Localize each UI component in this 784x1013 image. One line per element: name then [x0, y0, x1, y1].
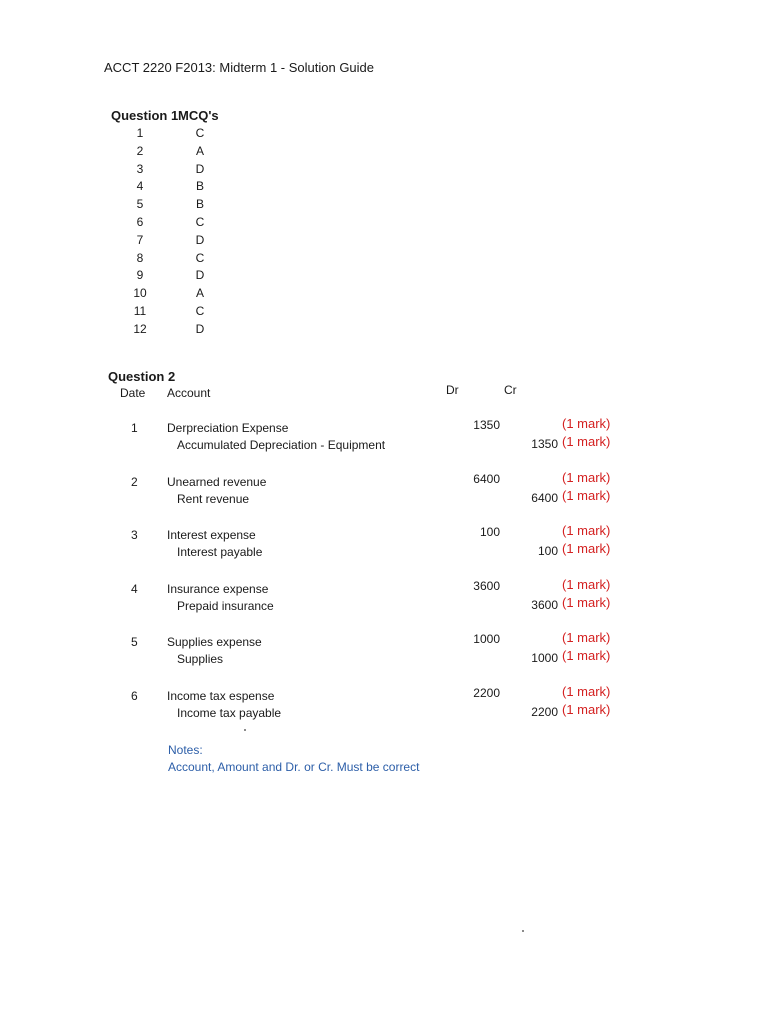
- entry-date: 1: [131, 421, 138, 435]
- debit-account: Interest expense: [167, 528, 256, 543]
- credit-mark: (1 mark): [562, 487, 611, 503]
- scan-speck: [522, 930, 524, 932]
- credit-account: Accumulated Depreciation - Equipment: [177, 438, 386, 452]
- credit-mark: (1 mark): [562, 434, 611, 449]
- header-account: Account: [167, 386, 211, 400]
- credit-amount: 1350: [531, 437, 558, 451]
- mcq-number: 11: [133, 304, 147, 318]
- mcq-number: 5: [136, 197, 144, 212]
- debit-account: Unearned revenue: [167, 474, 267, 489]
- mcq-answer: D: [195, 321, 205, 336]
- debit-mark: (1 mark): [562, 469, 611, 485]
- entry-date: 6: [131, 689, 138, 703]
- mcq-answer: D: [195, 232, 205, 247]
- credit-mark: (1 mark): [562, 541, 611, 557]
- debit-mark: (1 mark): [562, 416, 611, 431]
- mcq-number: 8: [136, 250, 144, 265]
- mcq-number: 9: [136, 268, 144, 283]
- mcq-answer: C: [195, 250, 205, 265]
- credit-amount: 100: [537, 544, 558, 559]
- header-cr: Cr: [504, 383, 517, 397]
- mcq-number: 1: [136, 126, 144, 140]
- mcq-number: 10: [133, 286, 147, 301]
- mcq-answer: C: [195, 215, 205, 229]
- header-date: Date: [120, 386, 146, 400]
- mcq-number: 12: [133, 321, 147, 336]
- scan-speck: [244, 729, 246, 731]
- mcq-number: 2: [136, 143, 144, 158]
- credit-account: Interest payable: [177, 545, 263, 560]
- debit-amount: 3600: [473, 578, 500, 593]
- mcq-answer: A: [195, 143, 204, 158]
- credit-amount: 2200: [531, 705, 558, 719]
- credit-amount: 1000: [531, 651, 558, 666]
- document-title: ACCT 2220 F2013: Midterm 1 - Solution Guide: [104, 60, 375, 75]
- entry-date: 2: [131, 474, 138, 489]
- mcq-answer: B: [195, 197, 204, 212]
- mcq-answer: D: [195, 161, 205, 176]
- debit-account: Supplies expense: [167, 635, 262, 650]
- debit-amount: 1000: [473, 632, 500, 647]
- mcq-answer: C: [195, 304, 205, 318]
- debit-mark: (1 mark): [562, 576, 611, 592]
- mcq-number: 7: [136, 232, 144, 247]
- question1-label: Question 1: [111, 108, 179, 123]
- credit-amount: 3600: [531, 597, 558, 612]
- question2-label: Question 2: [108, 369, 176, 384]
- credit-amount: 6400: [531, 490, 558, 505]
- debit-account: Income tax espense: [167, 689, 275, 703]
- question1-heading: MCQ's: [178, 108, 219, 123]
- mcq-number: 6: [136, 215, 144, 229]
- mcq-number: 4: [136, 179, 144, 194]
- debit-amount: 2200: [473, 686, 500, 700]
- notes-text: Account, Amount and Dr. or Cr. Must be correct: [168, 760, 420, 774]
- mcq-answer: B: [195, 179, 204, 194]
- credit-mark: (1 mark): [562, 702, 611, 717]
- debit-account: Derpreciation Expense: [167, 421, 289, 435]
- entry-date: 5: [131, 635, 138, 650]
- credit-mark: (1 mark): [562, 594, 611, 610]
- debit-mark: (1 mark): [562, 523, 611, 539]
- credit-account: Income tax payable: [177, 706, 282, 720]
- mcq-answer: C: [195, 126, 205, 140]
- entry-date: 3: [131, 528, 138, 543]
- debit-mark: (1 mark): [562, 630, 611, 646]
- credit-mark: (1 mark): [562, 648, 611, 664]
- debit-mark: (1 mark): [562, 684, 611, 699]
- header-dr: Dr: [446, 383, 459, 397]
- debit-account: Insurance expense: [167, 581, 269, 596]
- entry-date: 4: [131, 581, 138, 596]
- mcq-answer: A: [195, 286, 204, 301]
- debit-amount: 100: [479, 525, 500, 540]
- debit-amount: 6400: [473, 471, 500, 486]
- mcq-number: 3: [136, 161, 144, 176]
- credit-account: Rent revenue: [177, 491, 250, 506]
- notes-label: Notes:: [168, 743, 203, 757]
- credit-account: Prepaid insurance: [177, 598, 274, 613]
- credit-account: Supplies: [177, 652, 224, 667]
- mcq-answer: D: [195, 268, 205, 283]
- debit-amount: 1350: [473, 418, 500, 432]
